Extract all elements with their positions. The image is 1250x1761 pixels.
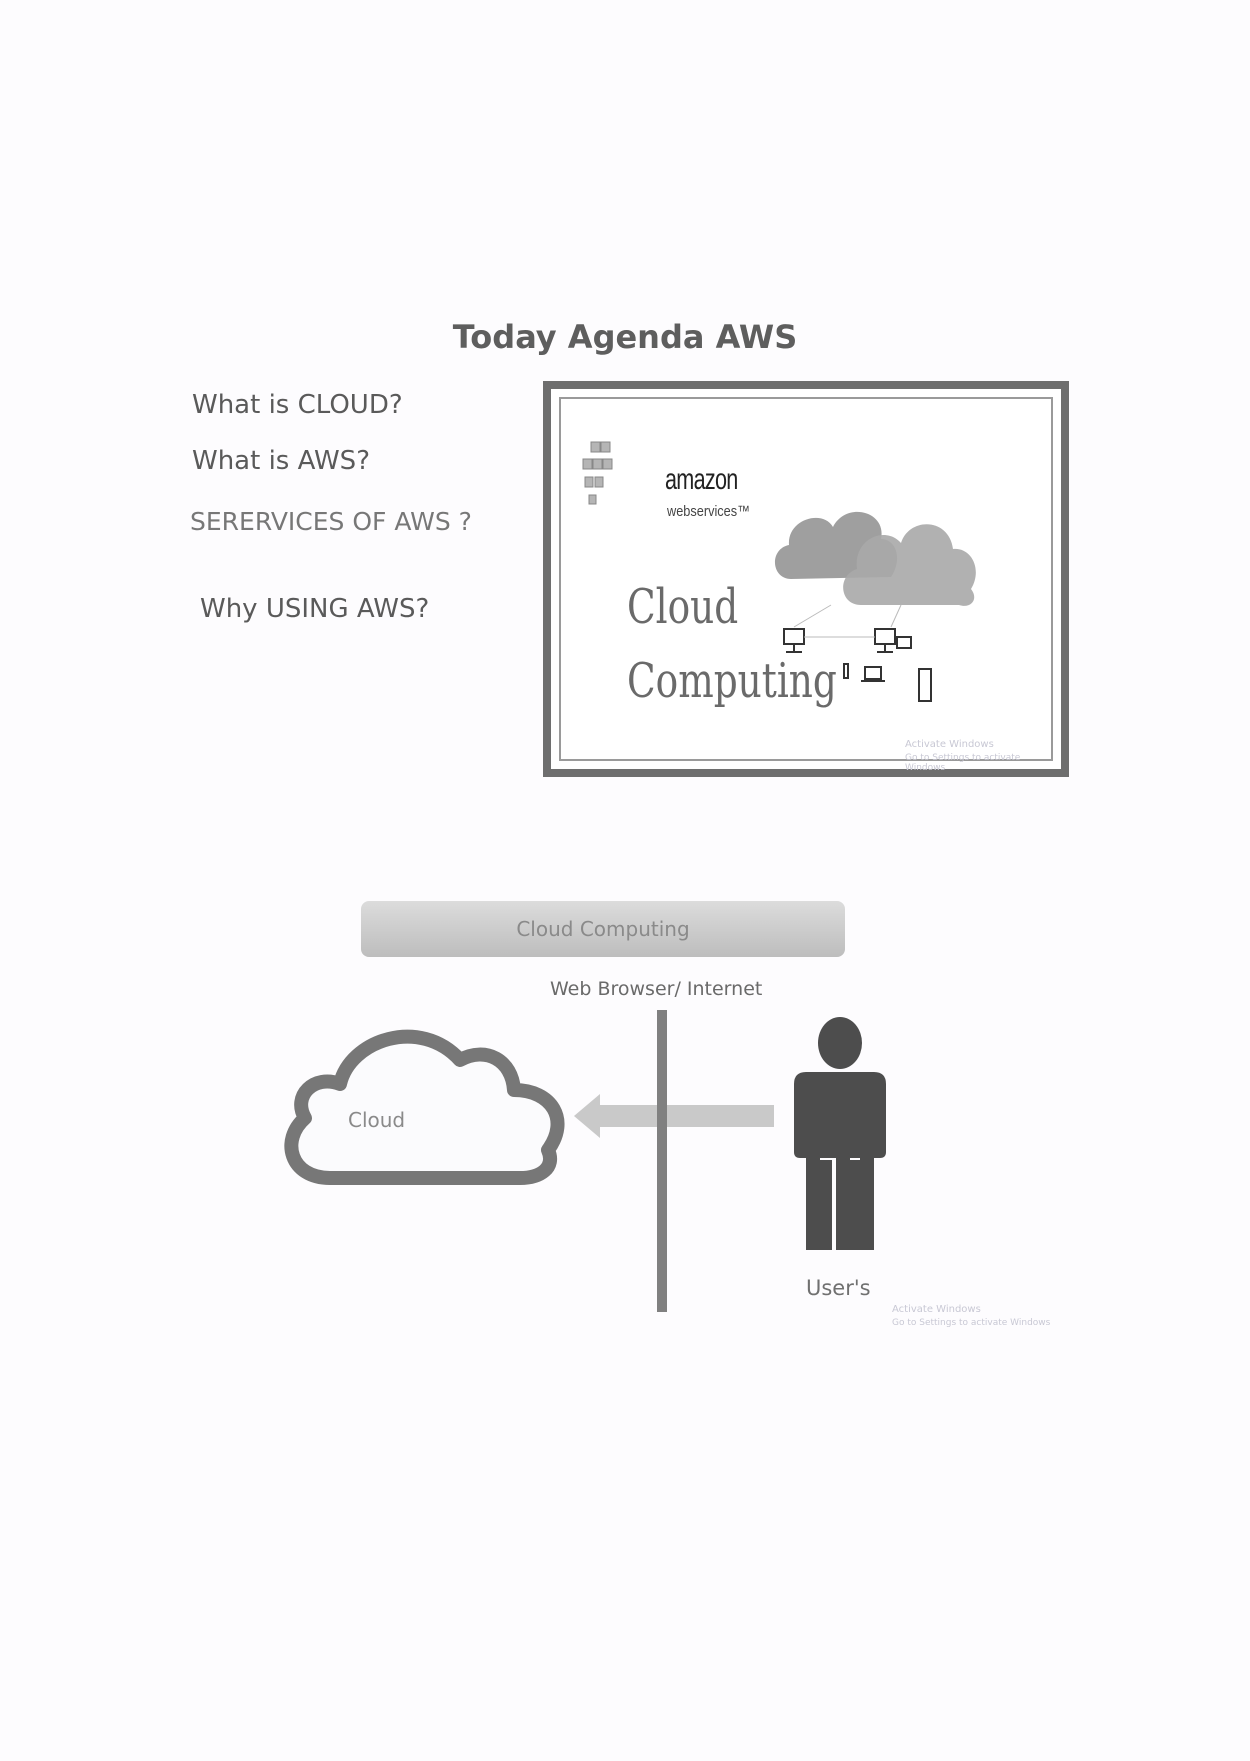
webservices-logo-text: webservices™ — [667, 503, 750, 520]
agenda-item-why: Why USING AWS? — [200, 594, 430, 624]
agenda-item-cloud: What is CLOUD? — [192, 390, 403, 420]
agenda-item-aws: What is AWS? — [192, 446, 370, 476]
slide-cloud-text: Cloud — [627, 579, 739, 635]
slide-computing-text: Computing — [627, 653, 837, 709]
diagram-watermark-2: Go to Settings to activate Windows — [892, 1318, 1051, 1328]
amazon-logo-text: amazon — [665, 463, 738, 496]
agenda-item-services: SERERVICES OF AWS ? — [190, 507, 472, 536]
cloud-computing-banner: Cloud Computing — [361, 901, 845, 957]
page-title: Today Agenda AWS — [452, 318, 798, 356]
arrow-left-icon — [574, 1094, 774, 1138]
slide-watermark-2: Go to Settings to activate Windows — [905, 753, 1021, 773]
cloud-shape-icon — [291, 1037, 557, 1178]
internet-divider-line — [657, 1010, 667, 1312]
user-person-icon — [794, 1017, 886, 1250]
cloud-label: Cloud — [348, 1108, 406, 1132]
diagram-watermark-1: Activate Windows — [892, 1304, 981, 1315]
users-label: User's — [806, 1276, 871, 1300]
slide-watermark-1: Activate Windows — [905, 739, 994, 750]
web-browser-label: Web Browser/ Internet — [550, 978, 763, 1000]
